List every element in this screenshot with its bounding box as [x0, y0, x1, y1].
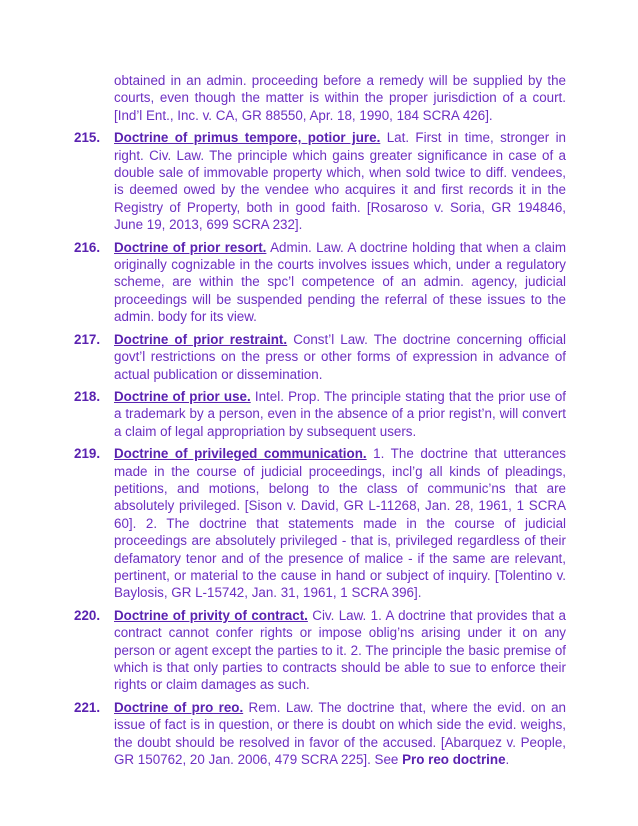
entry-number: 221. — [74, 699, 101, 715]
entry-number: 220. — [74, 607, 101, 623]
entry-term: Doctrine of primus tempore, potior jure. — [114, 130, 381, 146]
entry-number: 217. — [74, 331, 101, 347]
entry-term: Doctrine of privileged communication. — [114, 446, 367, 462]
glossary-entry-218 — [74, 388, 566, 440]
entry-definition: Intel. Prop. The principle stating that the prior use of a trademark by a person, even in the absence of a prior regist’n, will convert a claim of legal appropriation by subsequent users. — [114, 388, 566, 439]
glossary-entry-219 — [74, 445, 566, 602]
entry-definition: Civ. Law. 1. A doctrine that provides that a contract cannot confer rights or impose oblig’ns arising under it on any person or agent except the parties to it. 2. The principle the basic premise of which is that only parties to contracts should be able to sue to enforce their rights or claim damages as such. — [114, 607, 566, 693]
entry-number: 215. — [74, 130, 101, 146]
glossary-entry-216 — [74, 239, 566, 326]
entry-term: Doctrine of prior use. — [114, 388, 251, 404]
entry-definition: 1. The doctrine that utterances made in the course of judicial proceedings, incl’g all kinds of pleadings, petitions, and motions, belong to the class of communic’ns that are absolutely privileged. [Sison v. David, GR L-11268, Jan. 28, 1961, 1 SCRA 60]. 2. The doctrine that statements made in the course of judicial proceedings are absolutely privileged - that is, privileged regardless of their defamatory tenor and of the presence of malice - if the same are relevant, pertinent, or material to the cause in hand or subject of inquiry. [Tolentino v. Baylosis, GR L-15742, Jan. 31, 1961, 1 SCRA 396]. — [114, 446, 566, 601]
see-also-reference: Pro reo doctrine — [402, 752, 506, 768]
entry-term: Doctrine of privity of contract. — [114, 607, 308, 623]
entry-number: 219. — [74, 446, 101, 462]
entry-number: 216. — [74, 239, 101, 255]
entry-definition: Const’l Law. The doctrine concerning official govt’l restrictions on the press or other forms of expression in advance of actual publication or dissemination. — [114, 331, 567, 382]
entry-definition: Admin. Law. A doctrine holding that when a claim originally cognizable in the courts involves issues which, under a regulatory scheme, are within the spc’l competence of an admin. agency, judicial proceedings will be suspended pending the referral of these issues to the admin. body for its view. — [114, 239, 566, 325]
entry-term: Doctrine of prior resort. — [114, 239, 267, 255]
entry-term: Doctrine of prior restraint. — [114, 331, 288, 347]
entry-definition: Rem. Law. The doctrine that, where the evid. on an issue of fact is in question, or there is doubt on which side the evid. weighs, the doubt should be resolved in favor of the accused. [Abarquez v. People, GR 150762, 20 Jan. 2006, 479 SCRA 225]. See — [114, 699, 566, 768]
glossary-entries — [74, 72, 566, 773]
continued-entry — [74, 72, 566, 124]
glossary-entry-220 — [74, 607, 566, 694]
glossary-entry-217 — [74, 331, 566, 383]
entry-number: 218. — [74, 388, 101, 404]
continued-entry-text: obtained in an admin. proceeding before a remedy will be supplied by the courts, even though the matter is within the proper jurisdiction of a court. [Ind’l Ent., Inc. v. CA, GR 88550, Apr. 18, 1990, 184 SCRA 426]. — [114, 73, 566, 123]
glossary-entry-215 — [74, 129, 566, 233]
glossary-entry-221 — [74, 699, 566, 769]
entry-term: Doctrine of pro reo. — [114, 699, 244, 715]
entry-definition: Lat. First in time, stronger in right. Civ. Law. The principle which gains greater significance in case of a double sale of immovable property which, when sold twice to diff. vendees, is deemed owed by the vendee who acquires it and first records it in the Registry of Property, both in good faith. [Rosaroso v. Soria, GR 194846, June 19, 2013, 699 SCRA 232]. — [114, 130, 566, 233]
entry-trailing-punctuation: . — [505, 752, 510, 768]
